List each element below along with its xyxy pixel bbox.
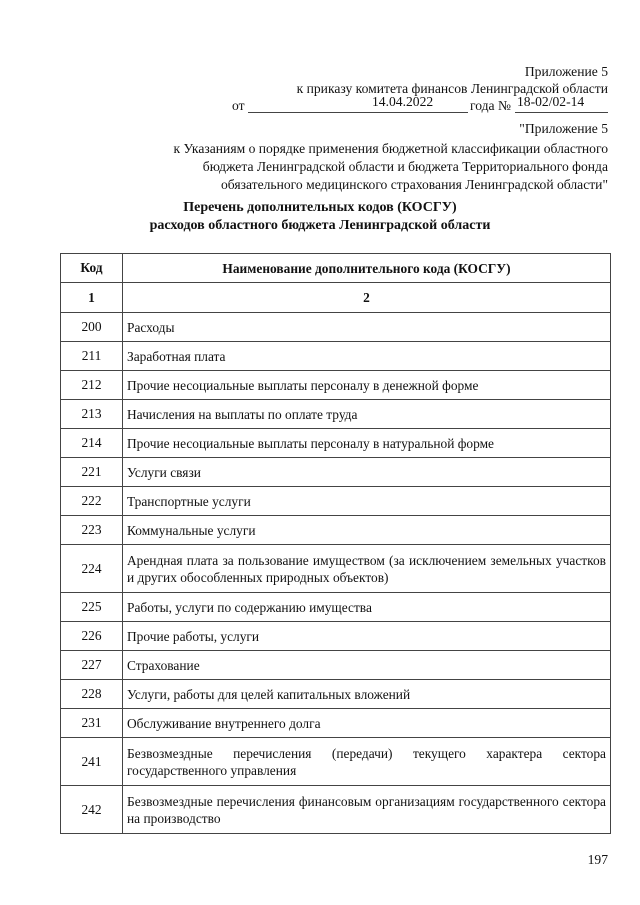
kosgu-code: 214 <box>61 429 123 458</box>
page-number: 197 <box>587 852 608 867</box>
kosgu-name: Безвозмездные перечисления (передачи) текущего характера сектора государственного управления <box>123 738 611 786</box>
date-underline <box>248 112 468 113</box>
column-header-name: Наименование дополнительного кода (КОСГУ) <box>123 254 611 283</box>
order-number: 18-02/02-14 <box>517 94 585 109</box>
kosgu-name: Прочие несоциальные выплаты персоналу в натуральной форме <box>123 429 611 458</box>
kosgu-name: Заработная плата <box>123 342 611 371</box>
column-header-code: Код <box>61 254 123 283</box>
kosgu-code: 226 <box>61 622 123 651</box>
table-row <box>61 487 611 516</box>
kosgu-code: 231 <box>61 709 123 738</box>
annex-reference-line: обязательного медицинского страхования Ленинградской области" <box>220 177 608 192</box>
annex-reference-line: к Указаниям о порядке применения бюджетной классификации областного <box>173 141 608 156</box>
kosgu-code: 225 <box>61 593 123 622</box>
document-title: Перечень дополнительных кодов (КОСГУ) <box>183 200 457 215</box>
order-date-line <box>232 94 608 112</box>
kosgu-code: 212 <box>61 371 123 400</box>
kosgu-name: Работы, услуги по содержанию имущества <box>123 593 611 622</box>
table-row <box>61 709 611 738</box>
kosgu-code: 241 <box>61 738 123 786</box>
column-number-row <box>61 283 611 313</box>
kosgu-code: 200 <box>61 313 123 342</box>
table-row <box>61 593 611 622</box>
table-row <box>61 429 611 458</box>
annex-title: "Приложение 5 <box>519 121 608 136</box>
kosgu-name: Услуги, работы для целей капитальных вложений <box>123 680 611 709</box>
kosgu-code: 222 <box>61 487 123 516</box>
kosgu-code: 211 <box>61 342 123 371</box>
table-row <box>61 786 611 834</box>
table-header-row <box>61 254 611 283</box>
table-row <box>61 400 611 429</box>
kosgu-name: Страхование <box>123 651 611 680</box>
kosgu-name: Начисления на выплаты по оплате труда <box>123 400 611 429</box>
table-row <box>61 516 611 545</box>
table-row <box>61 651 611 680</box>
document-subtitle: расходов областного бюджета Ленинградской области <box>149 218 491 233</box>
column-number-code: 1 <box>61 283 123 313</box>
kosgu-code: 223 <box>61 516 123 545</box>
annex-reference-line: бюджета Ленинградской области и бюджета Территориального фонда <box>202 159 608 174</box>
table-row <box>61 371 611 400</box>
kosgu-name: Расходы <box>123 313 611 342</box>
kosgu-table <box>60 253 611 834</box>
table-row <box>61 738 611 786</box>
from-label: от <box>232 98 245 113</box>
kosgu-code: 242 <box>61 786 123 834</box>
table-row <box>61 622 611 651</box>
table-row <box>61 458 611 487</box>
column-number-name: 2 <box>123 283 611 313</box>
kosgu-name: Арендная плата за пользование имуществом (за исключением земельных участков и других обособленных природных объектов) <box>123 545 611 593</box>
kosgu-code: 213 <box>61 400 123 429</box>
kosgu-name: Услуги связи <box>123 458 611 487</box>
kosgu-code: 228 <box>61 680 123 709</box>
kosgu-name: Прочие несоциальные выплаты персоналу в денежной форме <box>123 371 611 400</box>
year-number-label: года № <box>470 98 511 113</box>
table-row <box>61 680 611 709</box>
kosgu-name: Обслуживание внутреннего долга <box>123 709 611 738</box>
kosgu-code: 224 <box>61 545 123 593</box>
annex-reference <box>138 140 608 194</box>
order-date: 14.04.2022 <box>372 94 434 109</box>
table-row <box>61 545 611 593</box>
kosgu-code: 227 <box>61 651 123 680</box>
order-reference: к приказу комитета финансов Ленинградской области <box>296 81 608 96</box>
number-underline <box>515 112 608 113</box>
kosgu-name: Безвозмездные перечисления финансовым организациям государственного сектора на производство <box>123 786 611 834</box>
kosgu-name: Транспортные услуги <box>123 487 611 516</box>
kosgu-code: 221 <box>61 458 123 487</box>
appendix-title: Приложение 5 <box>524 64 608 79</box>
kosgu-name: Прочие работы, услуги <box>123 622 611 651</box>
kosgu-name: Коммунальные услуги <box>123 516 611 545</box>
table-row <box>61 342 611 371</box>
table-row <box>61 313 611 342</box>
